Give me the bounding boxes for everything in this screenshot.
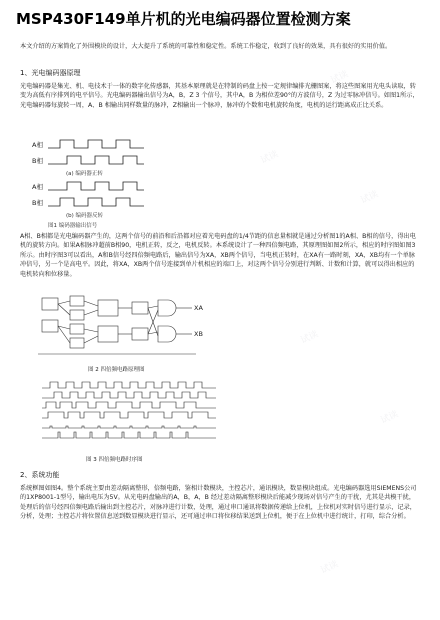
figure-2-caption: 图 2 四倍频电路原理图 [88,367,145,373]
fig1-caption-a: (a) 编码器正转 [66,171,103,177]
watermark: 试读 [319,559,340,577]
fig1-waveform-a-forward [48,140,144,148]
watermark: 试读 [359,189,380,207]
fig1-waveform-a-reverse [48,182,144,190]
figure-2-circuit [36,292,226,362]
figure-3-caption: 图 3 四倍频电路时序图 [86,457,143,463]
fig1-label-a2: A相 [32,183,43,191]
fig1-label-b2: B相 [32,199,43,207]
watermark: 试读 [379,409,400,427]
fig1-caption: 图1 编码器输出信号 [48,223,98,229]
paragraph-3: 系统框图如图4。整个系统主要由差动隔离整形，倍频电路，鉴相计数模块，主控芯片，通讯模块，数显模块组成。光电编码器选用SIEMENS公司的1XP8001-1型号，输出电压为5V。从光电码盘输出的A，B，A，B 经过差动隔离整形模块后能减少现场对信号产生的干扰，尤其是共模干扰，处理后的信号经四倍频电路后输出到主控芯片，对脉冲进行计数，处理，通过串口通讯将数据传递给上位机，上位机对实时信号进行显示，记录，分析，处理；主控芯片将位置信息送到数显模块进行显示，还可通过串口将位移结果送到上位机，便于在上位机中进行统计，打印，综合分析。 [20,485,417,521]
document-title: MSP430F149单片机的光电编码器位置检测方案 [16,10,351,28]
section-heading-2: 2、系统功能 [20,471,60,479]
fig1-waveform-b-reverse [48,198,144,206]
timing-waveforms [42,382,216,438]
fig1-label-a1: A相 [32,141,43,149]
watermark: 试读 [299,329,320,347]
section-heading-1: 1、光电编码器原理 [20,69,81,77]
fig1-caption-b: (b) 编码器反转 [66,213,104,219]
paragraph-2: A相、B相都是光电编码器产生的，这两个信号的前沿和后沿都对应着光电码盘的1/4节距的信息量相就是通过分析图1的A相、B相的信号，得出电机的旋转方向。如果A相脉冲超前B相90，电机正转，反之，电机反转。本系统设计了一种四倍频电路，其原理图如图2所示，相应的时序图如图3所示。由时序图3可以看出，A和B信号经四倍频电路后，输出信号为XA，XB两个信号，当电机正转时，在XA有一路时刻，XA，XB均有一个单脉冲信号，另一个是高电平。因此，将XA，XB两个信号连接到单片机相应的端口上，对这两个信号分别进行判断、计数和计算，就可以得出相应的电机转向和位移量。 [20,233,416,278]
fig1-waveform-b-forward [48,156,144,164]
paragraph-1: 光电编码器是集光、机、电技术于一体的数字化传感器，其基本原理就是在特制的码盘上按一定规律编排光栅图案，将这些图案用光电头读取，转变为高低有序排列的电平信号。光电编码器输出信号为A，B，Z 3 个信号，其中A，B 为相位差90°的方波信号，Z 为过零脉冲信号。如图1所示，光电编码器每旋转一周，A、B 相输出同样数量的脉冲，Z相输出一个脉冲，脉冲的个数和电机旋转角度，电机的运行距离成正比关系。 [20,83,419,109]
watermark: 试读 [329,69,350,87]
figure-3-timing [36,380,226,452]
watermark: 试读 [259,149,280,167]
figure-1-waveforms [30,130,180,230]
fig1-label-b1: B相 [32,157,43,165]
fig2-output-xa: XA [194,304,203,312]
circuit-schematic [38,296,196,354]
intro-paragraph: 本文介绍的方案简化了外围模块的设计，大大提升了系统的可靠性和稳定性。系统工作稳定，收到了良好的效果，具有很好的实用价值。 [20,43,392,50]
fig2-output-xb: XB [194,330,203,338]
